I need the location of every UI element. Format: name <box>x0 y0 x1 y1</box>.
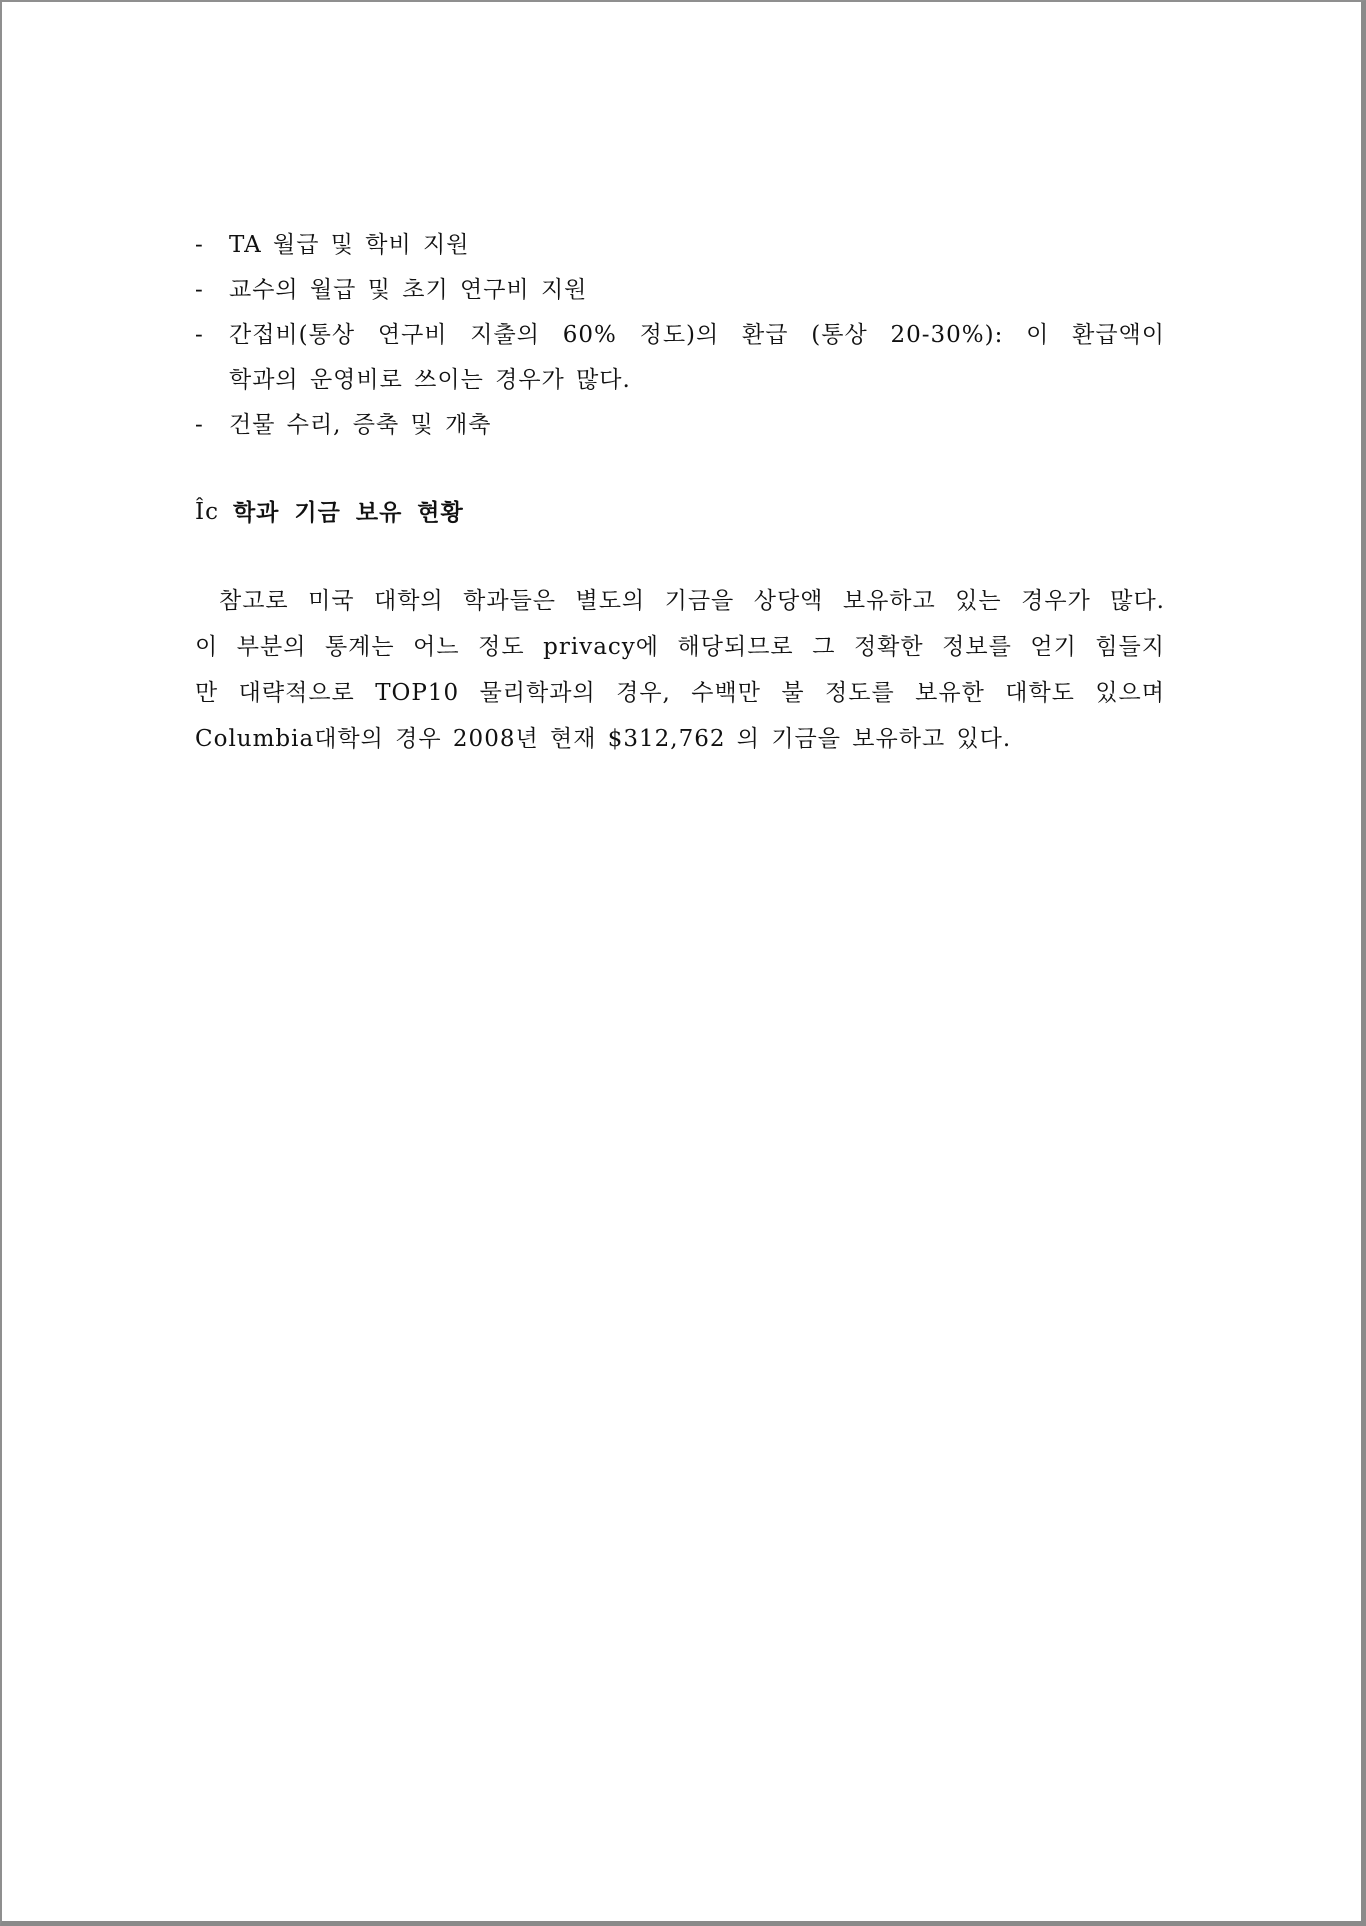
section-title: 학과 기금 보유 현황 <box>232 499 464 526</box>
list-item-continuation: 학과의 운영비로 쓰이는 경우가 많다. <box>229 367 631 393</box>
list-dash: - <box>195 412 203 438</box>
list-item <box>195 403 1165 448</box>
page-content <box>195 223 1165 762</box>
list-item-text: 간접비(통상 연구비 지출의 60% 정도)의 환급 (통상 20-30%): 이 환급액이 <box>229 322 1165 348</box>
list-dash: - <box>195 322 203 348</box>
list-item <box>195 223 1165 268</box>
paragraph-line: 참고로 미국 대학의 학과들은 별도의 기금을 상당액 보유하고 있는 경우가 많다. <box>219 588 1165 614</box>
list-dash: - <box>195 277 203 303</box>
list-dash: - <box>195 232 203 258</box>
list-item <box>195 268 1165 313</box>
heading-bullet-icon: Îc <box>195 499 219 525</box>
list-item-text: 건물 수리, 증축 및 개축 <box>229 412 492 438</box>
list-item <box>195 313 1165 358</box>
paragraph-line: 만 대략적으로 TOP10 물리학과의 경우, 수백만 불 정도를 보유한 대학도 있으며 <box>195 680 1165 706</box>
list-item-text: TA 월급 및 학비 지원 <box>229 232 470 258</box>
funding-use-list <box>195 223 1165 448</box>
paragraph-line: Columbia대학의 경우 2008년 현재 $312,762 의 기금을 보유하고 있다. <box>195 726 1012 752</box>
section-heading <box>195 490 1165 535</box>
body-paragraph <box>195 578 1165 762</box>
list-item-text: 교수의 월급 및 초기 연구비 지원 <box>229 277 588 303</box>
paragraph-line: 이 부분의 통계는 어느 정도 privacy에 해당되므로 그 정확한 정보를 얻기 힘들지 <box>195 634 1165 660</box>
